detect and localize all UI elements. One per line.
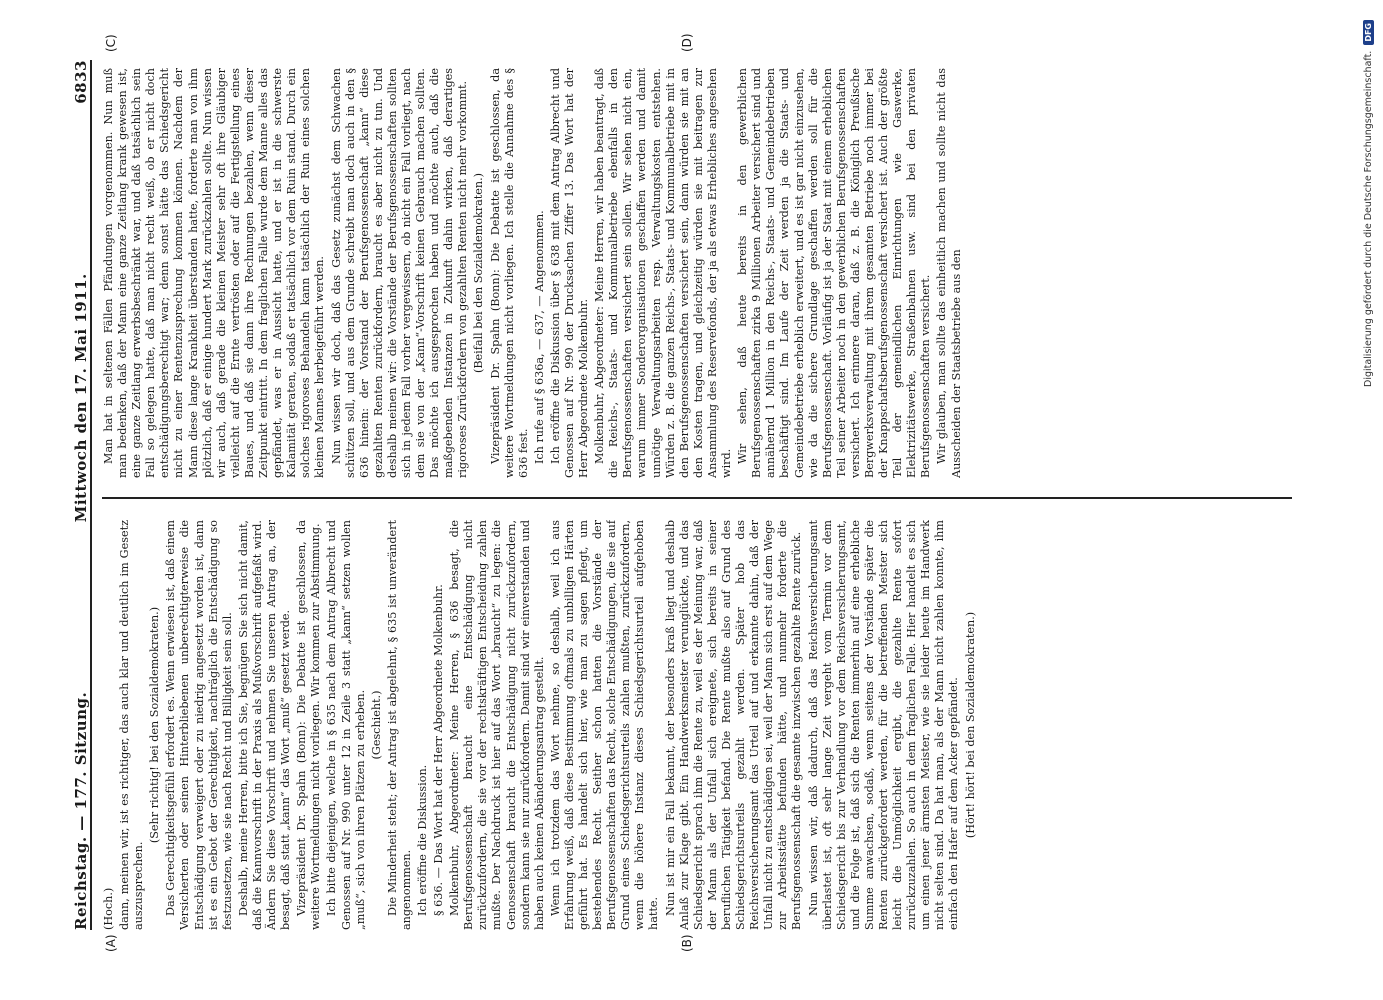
paragraph: Ich bitte diejenigen, welche in § 635 nach dem Antrag Albrecht und Genossen auf Nr. 990 unter 12 in Zeile 3 statt „kann“ setzen wollen „muß“, sich von ihren Plätzen zu erheben. xyxy=(325,520,367,930)
paragraph: (Beifall bei den Sozialdemokraten.) xyxy=(472,172,486,374)
credit-text: Digitalisierung gefördert durch die Deutsche Forschungsgemeinschaft. xyxy=(1362,50,1374,387)
paragraph: Vizepräsident Dr. Spahn (Bonn): Die Debatte ist geschlossen, da weitere Wortmeldungen nicht vorliegen. Wir kommen zur Abstimmung. xyxy=(295,520,323,930)
paragraph: Deshalb, meine Herren, bitte ich Sie, begnügen Sie sich nicht damit, daß die Kannvorschrift in der Praxis als Mußvorschrift aufgefaßt wird. Ändern Sie diese Vorschrift und nehmen Sie unseren Antrag an, der besagt, daß statt „kann“ das Wort „muß“ gesetzt werde. xyxy=(236,520,293,930)
margin-marker-a: (A) xyxy=(104,934,118,952)
paragraph: (Hoch.) xyxy=(102,887,115,930)
paragraph: Wir glauben, man sollte das einheitlich machen und sollte nicht das Ausscheiden der Staatsbetriebe aus den xyxy=(935,68,963,478)
paragraph: (Geschieht.) xyxy=(369,690,383,760)
margin-marker-c: (C) xyxy=(104,34,118,52)
dfg-logo: DFG xyxy=(1363,20,1374,45)
paragraph: Wenn ich trotzdem das Wort nehme, so deshalb, weil ich aus Erfahrung weiß, daß diese Bestimmung oftmals zu unbilligen Härten geführt hat. Es handelt sich hier, wie man zu sagen pflegt, um bestehendes Recht. Seither schon hatten die Vorstände der Berufsgenossenschaften das Recht, solche Entschädigungen, die sie auf Grund eines Schiedsgerichtsurteils zahlen mußten, zurückzufordern, wenn die höhere Instanz dieses Schiedsgerichtsurteil aufgehoben hatte. xyxy=(548,520,661,930)
paragraph: Molkenbuhr, Abgeordneter: Meine Herren, wir haben beantragt, daß die Reichs-, Staats- und Kommunalbetriebe ebenfalls in den Berufsgenossenschaften versichert sein sollen. Wir sehen nicht ein, warum immer Sonderorganisationen geschaffen werden und damit unnötige Verwaltungsarbeiten resp. Verwaltungskosten entstehen. Würden z. B. die ganzen Reichs-, Staats- und Kommunalbetriebe mit in den Berufsgenossenschaften versichert sein, dann würden sie mit an den Kosten tragen, und gleichzeitig würden sie mit beitragen zur Ansammlung des Reservefonds, der ja als etwas Erhebliches angesehen wird. xyxy=(593,68,734,478)
document-content xyxy=(60,33,1300,952)
paragraph: Man hat in seltenen Fällen Pfändungen vorgenommen. Nun muß man bedenken, daß der Mann eine ganze Zeitlang krank gewesen ist, eine ganze Zeitlang erwerbsbeschränkt war, und daß tatsächlich sein Fall so gelegen hatte, daß man nicht recht weiß, ob er nicht doch entschädigungsberechtigt war; denn sonst hätte das Schiedsgericht nicht zu einer Rentenzusprechung kommen können. Nachdem der Mann diese lange Krankheit überstanden hatte, forderte man von ihm plötzlich, daß er einige hundert Mark zurückzahlen sollte. Nun wissen wir auch, daß gerade die kleinen Meister sehr oft ihre Gläubiger vielleicht auf die Ernte vertrösten oder auf die Fertigstellung eines Baues, und daß sie dann ihre Rechnungen bezahlen, wenn dieser Zeitpunkt eintritt. In dem fraglichen Falle wurde dem Manne alles das gepfändet, was er in Aussicht hatte, und er ist in die schwerste Kalamität geraten, sodaß er tatsächlich vor dem Ruin stand. Durch ein solches rigoroses Behandeln kann tatsächlich der Ruin eines solchen kleinen Mannes herbeigeführt werden. xyxy=(102,68,327,478)
paragraph: § 636. — Das Wort hat der Herr Abgeordnete Molkenbuhr. xyxy=(432,584,446,916)
paragraph: dann, meinen wir, ist es richtiger, das auch klar und deutlich im Gesetz auszusprechen. xyxy=(118,520,146,930)
text-columns xyxy=(102,60,1292,930)
page-number: 6833 xyxy=(72,60,90,104)
paragraph: Molkenbuhr, Abgeordneter: Meine Herren, § 636 besagt, die Berufsgenossenschaft braucht eine Entschädigung nicht zurückzufordern, die sie vor der rechtskräftigen Entscheidung zahlen mußte. Der Nachdruck ist hier auf das Wort „braucht“ zu legen: die Genossenschaft braucht die Entschädigung nicht zurückzufordern, sondern kann sie nur zurückfordern. Damit sind wir einverstanden und haben auch keinen Abänderungsantrag gestellt. xyxy=(448,520,546,930)
left-column xyxy=(102,520,1292,930)
paragraph: (Hört! hört! bei den Sozialdemokraten.) xyxy=(963,611,977,839)
paragraph: Vizepräsident Dr. Spahn (Bonn): Die Debatte ist geschlossen, da weitere Wortmeldungen nicht vorliegen. Ich stelle die Annahme des § 636 fest. xyxy=(488,68,530,478)
right-column xyxy=(102,68,1292,478)
paragraph: Nun ist mir ein Fall bekannt, der besonders kraß liegt und deshalb Anlaß zur Klage gibt. Ein Handwerksmeister verunglückte, und das Schiedsgericht sprach ihm die Rente zu, weil es der Meinung war, daß der Mann als der Unfall sich ereignete, sich bereits in seiner beruflichen Tätigkeit befand. Die Rente mußte also auf Grund des Schiedsgerichtsurteils gezahlt werden. Später hob das Reichsversicherungsamt das Urteil auf und erkannte dahin, daß der Unfall nicht zu entschädigen sei, weil der Mann sich erst auf dem Wege zur Arbeitsstätte befunden hätte, und nunmehr forderte die Berufsgenossenschaft die gesamte inzwischen gezahlte Rente zurück. xyxy=(663,520,804,930)
paragraph: Ich rufe auf § 636a, — 637, — Angenommen. xyxy=(532,210,546,464)
header-left: Reichstag. — 177. Sitzung. xyxy=(72,691,90,930)
paragraph: Wir sehen, daß heute bereits in den gewerblichen Berufsgenossenschaften zirka 9 Millionen Arbeiter versichert sind und annähernd 1 Million in den Reichs-, Staats- und Gemeindebetrieben beschäftigt sind. Im Laufe der Zeit werden ja die Staats- und Gemeindebetriebe erheblich erweitert, und es ist gar nicht einzusehen, wie da die sichere Grundlage geschaffen werden soll für die Berufsgenossenschaft. Vorläufig ist ja der Staat mit einem erheblichen Teil seiner Arbeiter noch in den gewerblichen Berufsgenossenschaften versichert. Ich erinnere daran, daß z. B. die Königlich Preußische Bergwerksverwaltung mit ihrem gesamten Betriebe noch immer bei der Knappschaftsberufsgenossenschaft versichert ist. Auch der größte Teil der gemeindlichen Einrichtungen wie Gaswerke, Elektrizitätswerke, Straßenbahnen usw. sind bei den privaten Berufsgenossenschaften versichert. xyxy=(736,68,933,478)
paragraph: Das Gerechtigkeitsgefühl erfordert es. Wenn erwiesen ist, daß einem Versicherten oder seinen Hinterbliebenen unberechtigterweise die Entschädigung verweigert oder zu niedrig angesetzt worden ist, dann ist es ein Gebot der Gerechtigkeit, nachträglich die Entschädigung so festzusetzen, wie sie nach Recht und Billigkeit sein soll. xyxy=(164,520,234,930)
running-header xyxy=(60,60,92,930)
column-divider xyxy=(102,497,1292,499)
paragraph: Ich eröffne die Diskussion über § 638 mit dem Antrag Albrecht und Genossen auf Nr. 990 der Drucksachen Ziffer 13. Das Wort hat der Herr Abgeordnete Molkenbuhr. xyxy=(548,68,591,478)
paragraph: Nun wissen wir doch, daß das Gesetz zunächst dem Schwachen schützen soll, und aus dem Grunde schreibt man doch auch in den § 636 hinein: der Vorstand der Berufsgenossenschaft „kann“ diese gezahlten Renten zurückfordern, braucht es aber nicht zu tun. Und deshalb meinen wir: die Vorstände der Berufsgenossenschaften sollten sich in jedem Fall vorher vergewissern, ob nicht ein Fall vorliegt, nach dem sie von der „Kann“-Vorschrift keinen Gebrauch machen sollten. Das möchte ich ausgesprochen haben und möchte auch, daß die maßgebenden Instanzen in Zukunft dahin wirken, daß derartiges rigoroses Zurückfordern von gezahlten Renten nicht mehr vorkommt. xyxy=(329,68,470,478)
digitization-credit xyxy=(1353,0,1383,1000)
paragraph: Nun wissen wir, daß dadurch, daß das Reichsversicherungsamt überlastet ist, oft sehr lange Zeit vergeht vom Termin vor dem Schiedsgericht bis zur Verhandlung vor dem Reichsversicherungsamt, und die Folge ist, daß sich die Renten immerhin auf eine erhebliche Summe anwachsen, sodaß, wenn seitens der Vorstände später die Renten zurückgefordert werden, für die betreffenden Meister sich leicht die Unmöglichkeit ergibt, die gezahlte Rente sofort zurückzuzahlen. So auch in dem fraglichen Falle. Hier handelt es sich um einen jener ärmsten Meister, wie sie leider heute im Handwerk nicht selten sind. Da hat man, als der Mann nicht zahlen konnte, ihm einfach den Hafer auf dem Acker gepfändet. xyxy=(806,520,961,930)
paragraph: Ich eröffne die Diskussion. xyxy=(415,764,429,916)
paragraph: Die Minderheit steht; der Antrag ist abgelehnt, § 635 ist unverändert angenommen. xyxy=(385,520,413,930)
margin-marker-b: (B) xyxy=(680,934,694,952)
header-right: Mittwoch den 17. Mai 1911. xyxy=(72,273,90,523)
margin-marker-d: (D) xyxy=(680,33,694,52)
paragraph: (Sehr richtig! bei den Sozialdemokraten.) xyxy=(148,606,162,844)
